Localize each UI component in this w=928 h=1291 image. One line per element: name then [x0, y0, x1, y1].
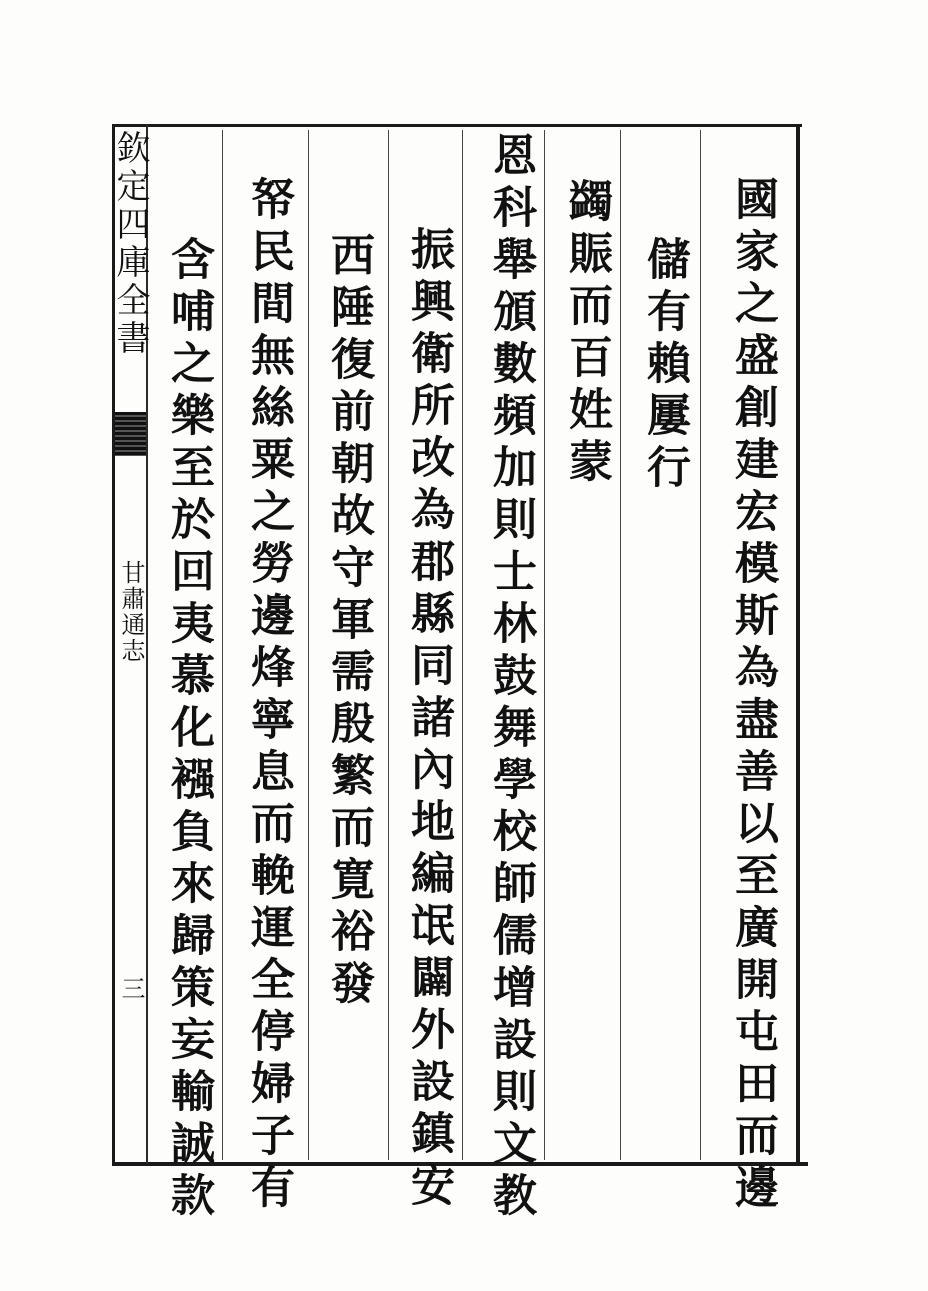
text-column-5: 振興衛所改為郡縣同諸內地編氓闢外設鎮安 [403, 226, 454, 1214]
column-rule [544, 130, 545, 1160]
text-column-3: 蠲賑而百姓蒙 [561, 178, 612, 490]
spine-volume-title: 甘肅通志 [117, 560, 145, 664]
spine-page-number: 三 [117, 976, 145, 1000]
spine-fish-tail-mark [115, 412, 146, 456]
frame-right-border [796, 124, 800, 1166]
text-column-8: 含哺之樂至於回夷慕化襁負來歸策妄輸誠款 [163, 236, 214, 1224]
frame-top-border [112, 124, 802, 127]
column-rule [308, 130, 309, 1160]
spine-book-title: 欽定四庫全書 [110, 130, 150, 358]
column-rule [388, 130, 389, 1160]
column-rule [222, 130, 223, 1160]
column-rule [620, 130, 621, 1160]
column-rule [700, 130, 701, 1160]
column-rule [462, 130, 463, 1160]
text-column-1: 國家之盛創建宏模斯為盡善以至廣開屯田而邊 [727, 176, 778, 1216]
text-column-4: 恩科舉頒數頻加則士林鼓舞學校師儒增設則文教 [485, 132, 536, 1224]
text-column-7: 帑民間無絲粟之勞邊烽寧息而輓運全停婦子有 [243, 176, 294, 1216]
text-column-6: 西陲復前朝故守軍需殷繁而寛裕發 [323, 232, 374, 1012]
text-column-2: 儲有賴屢行 [639, 236, 690, 496]
